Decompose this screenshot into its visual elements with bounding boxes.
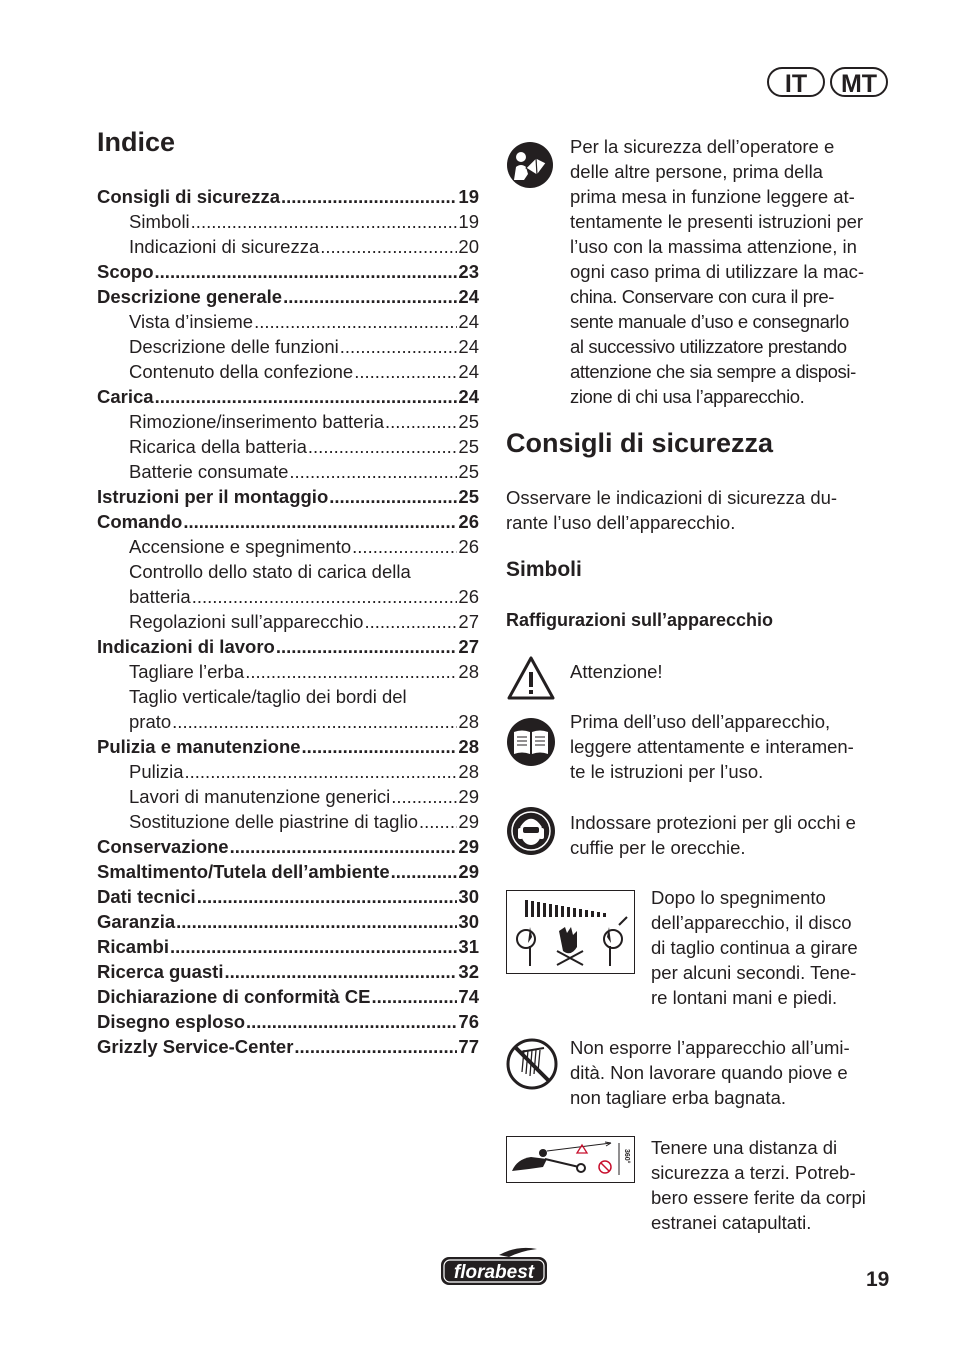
toc-leader-dots <box>185 759 458 784</box>
toc-entry <box>97 1034 479 1059</box>
toc-entry-page: 25 <box>458 436 479 457</box>
toc-entry-page: 29 <box>458 786 479 807</box>
toc-entry <box>97 309 479 334</box>
symbol-text-protection: Indossare protezioni per gli occhi e cuffie per le orecchie. <box>570 812 856 858</box>
toc-entry-page: 23 <box>458 261 479 282</box>
language-badge-mt: MT <box>830 67 888 97</box>
toc-entry <box>97 484 479 509</box>
toc-entry-label: Simboli <box>129 211 190 232</box>
toc-entry <box>97 509 479 534</box>
toc-entry-label: Garanzia <box>97 911 176 932</box>
toc-entry <box>97 684 479 709</box>
toc-entry-page: 24 <box>458 311 479 332</box>
toc-entry <box>97 184 479 209</box>
toc-leader-dots <box>283 284 457 309</box>
toc-leader-dots <box>230 834 458 859</box>
language-badge-it: IT <box>767 67 825 97</box>
toc-leader-dots <box>419 809 457 834</box>
toc-entry <box>97 334 479 359</box>
toc-entry-label: Tagliare l’erba <box>129 661 245 682</box>
toc-leader-dots <box>155 259 458 284</box>
toc-leader-dots <box>329 484 457 509</box>
toc-entry-label: Pulizia e manutenzione <box>97 736 301 757</box>
toc-entry-label: Disegno esploso <box>97 1011 246 1032</box>
safety-distance-icon <box>506 1136 635 1183</box>
toc-entry-page: 26 <box>458 511 479 532</box>
symbol-text-warning: Attenzione! <box>570 661 663 682</box>
toc-leader-dots <box>340 334 458 359</box>
toc-entry-page: 28 <box>458 711 479 732</box>
toc-entry-label: Conservazione <box>97 836 229 857</box>
toc-entry-page: 28 <box>458 661 479 682</box>
toc-entry-page: 25 <box>458 411 479 432</box>
toc-entry-label: Descrizione generale <box>97 286 283 307</box>
toc-leader-dots <box>385 409 457 434</box>
toc-entry <box>97 1009 479 1034</box>
symbol-text-manual: Prima dell’uso dell’apparecchio, leggere attentamente e interamen- te le istruzioni per l’uso. <box>570 711 854 782</box>
toc-leader-dots <box>354 359 457 384</box>
toc-entry-page: 24 <box>458 386 479 407</box>
toc-entry-page: 28 <box>458 736 479 757</box>
toc-entry-label: Pulizia <box>129 761 184 782</box>
toc-entry-page: 76 <box>458 1011 479 1032</box>
toc-leader-dots <box>352 534 457 559</box>
intro-paragraph: Per la sicurezza dell’operatore e delle altre persone, prima della prima mesa in funzione leggere at- tentamente le presenti istruzioni per l’uso con la massima attenzione, in ogni caso prima di utilizzare la mac- china. Conservare con cura il pre- sente manuale d’uso e consegnarlo al successivo utilizzatore prestando attenzione che sia sempre a disposi- zione di chi usa l’apparecchio. <box>570 136 865 407</box>
toc-entry <box>97 934 479 959</box>
toc-leader-dots <box>170 934 457 959</box>
warning-triangle-icon <box>506 655 556 701</box>
toc-entry <box>97 809 479 834</box>
toc-leader-dots <box>391 859 458 884</box>
toc-entry <box>97 884 479 909</box>
toc-entry-label: Dati tecnici <box>97 886 196 907</box>
toc-entry <box>97 534 479 559</box>
toc-entry <box>97 859 479 884</box>
symbol-text-rain: Non esporre l’apparecchio all’umi- dità. Non lavorare quando piove e non tagliare erba bagnata. <box>570 1037 850 1108</box>
toc-entry-page: 31 <box>458 936 479 957</box>
toc-entry-page: 30 <box>458 886 479 907</box>
toc-leader-dots <box>246 1009 457 1034</box>
toc-entry-label: Indicazioni di lavoro <box>97 636 275 657</box>
toc-leader-dots <box>224 959 457 984</box>
toc-entry-label: Vista d’insieme <box>129 311 254 332</box>
toc-entry <box>97 784 479 809</box>
toc-entry <box>97 259 479 284</box>
brand-name: florabest <box>453 1262 535 1283</box>
toc-entry-page: 74 <box>458 986 479 1007</box>
toc-entry-label: Consigli di sicurezza <box>97 186 280 207</box>
toc-leader-dots <box>281 184 457 209</box>
toc-entry-label: Smaltimento/Tutela dell’ambiente <box>97 861 390 882</box>
toc-entry-page: 29 <box>458 861 479 882</box>
section-body: Osservare le indicazioni di sicurezza du- rante l’uso dell’apparecchio. <box>506 487 838 533</box>
toc-entry-label: Ricarica della batteria <box>129 436 307 457</box>
toc-entry-page: 20 <box>458 236 479 257</box>
toc-leader-dots <box>192 584 458 609</box>
toc-leader-dots <box>276 634 458 659</box>
device-markings-subtitle: Raffigurazioni sull’apparecchio <box>506 610 774 630</box>
toc-leader-dots <box>155 384 458 409</box>
toc-entry <box>97 634 479 659</box>
toc-entry-page: 32 <box>458 961 479 982</box>
toc-leader-dots <box>302 734 458 759</box>
symbols-subtitle: Simboli <box>506 558 582 581</box>
toc-entry <box>97 559 479 584</box>
page-number: 19 <box>866 1268 890 1291</box>
toc-entry <box>97 359 479 384</box>
toc-leader-dots <box>254 309 457 334</box>
toc-entry-label: Contenuto della confezione <box>129 361 354 382</box>
toc-entry-label: Dichiarazione di conformità CE <box>97 986 371 1007</box>
toc-entry-page: 29 <box>458 811 479 832</box>
toc-entry-label: Ricambi <box>97 936 169 957</box>
toc-entry <box>97 234 479 259</box>
toc-entry-label: Controllo dello stato di carica della <box>129 561 411 582</box>
toc-entry-label: prato <box>129 711 172 732</box>
toc-leader-dots <box>371 984 457 1009</box>
toc-entry <box>97 384 479 409</box>
toc-leader-dots <box>308 434 458 459</box>
toc-entry <box>97 209 479 234</box>
toc-leader-dots <box>176 909 457 934</box>
toc-entry <box>97 459 479 484</box>
toc-entry-page: 26 <box>458 536 479 557</box>
toc-leader-dots <box>172 709 457 734</box>
symbol-text-distance: Tenere una distanza di sicurezza a terzi. Potreb- bero essere ferite da corpi estranei catapultati. <box>651 1137 866 1233</box>
toc-entry-page: 19 <box>458 211 479 232</box>
toc-entry <box>97 959 479 984</box>
toc-entry-label: batteria <box>129 586 191 607</box>
toc-leader-dots <box>183 509 457 534</box>
eye-ear-protection-icon <box>506 806 556 856</box>
toc-title: Indice <box>97 127 176 157</box>
toc-leader-dots <box>191 209 458 234</box>
disc-rotation-warning-icon <box>506 890 635 974</box>
safety-distance-label: 360° <box>623 1149 630 1164</box>
toc-entry-label: Accensione e spegnimento <box>129 536 352 557</box>
toc-leader-dots <box>294 1034 457 1059</box>
toc-entry-label: Istruzioni per il montaggio <box>97 486 329 507</box>
toc-entry-page: 24 <box>458 286 479 307</box>
toc-entry-label: Scopo <box>97 261 154 282</box>
toc-entry-label: Regolazioni sull’apparecchio <box>129 611 364 632</box>
toc-leader-dots <box>320 234 457 259</box>
table-of-contents <box>97 184 479 1059</box>
toc-entry-label: Ricerca guasti <box>97 961 224 982</box>
toc-entry-label: Lavori di manutenzione generici <box>129 786 391 807</box>
no-rain-icon <box>506 1038 558 1090</box>
toc-entry-page: 77 <box>458 1036 479 1057</box>
toc-entry <box>97 759 479 784</box>
toc-entry <box>97 284 479 309</box>
toc-entry <box>97 659 479 684</box>
section-title: Consigli di sicurezza <box>506 428 774 458</box>
toc-entry <box>97 434 479 459</box>
toc-entry-label: Batterie consumate <box>129 461 289 482</box>
toc-entry-page: 30 <box>458 911 479 932</box>
toc-entry <box>97 909 479 934</box>
toc-entry-page: 24 <box>458 361 479 382</box>
toc-entry-page: 28 <box>458 761 479 782</box>
toc-entry-page: 27 <box>458 611 479 632</box>
toc-entry-page: 29 <box>458 836 479 857</box>
toc-entry-label: Indicazioni di sicurezza <box>129 236 320 257</box>
toc-leader-dots <box>289 459 457 484</box>
toc-entry-label: Descrizione delle funzioni <box>129 336 339 357</box>
toc-entry-page: 19 <box>458 186 479 207</box>
toc-entry-label: Grizzly Service-Center <box>97 1036 294 1057</box>
toc-leader-dots <box>391 784 457 809</box>
toc-entry-label: Rimozione/inserimento batteria <box>129 411 385 432</box>
toc-entry-label: Sostituzione delle piastrine di taglio <box>129 811 418 832</box>
toc-entry-page: 25 <box>458 486 479 507</box>
toc-leader-dots <box>364 609 457 634</box>
toc-entry-label: Carica <box>97 386 154 407</box>
toc-entry-page: 26 <box>458 586 479 607</box>
toc-entry <box>97 834 479 859</box>
toc-entry-label: Comando <box>97 511 183 532</box>
toc-entry <box>97 409 479 434</box>
toc-entry <box>97 734 479 759</box>
toc-entry <box>97 709 479 734</box>
read-manual-icon <box>506 140 554 190</box>
toc-entry-page: 24 <box>458 336 479 357</box>
open-book-icon <box>506 717 556 767</box>
toc-entry-page: 27 <box>458 636 479 657</box>
florabest-logo <box>437 1245 551 1289</box>
toc-entry <box>97 609 479 634</box>
toc-leader-dots <box>197 884 458 909</box>
toc-entry <box>97 984 479 1009</box>
toc-leader-dots <box>245 659 457 684</box>
toc-entry-page: 25 <box>458 461 479 482</box>
symbol-text-disc: Dopo lo spegnimento dell’apparecchio, il disco di taglio continua a girare per alcuni secondi. Tene- re lontani mani e piedi. <box>651 887 858 1008</box>
toc-entry-label: Taglio verticale/taglio dei bordi del <box>129 686 407 707</box>
toc-entry <box>97 584 479 609</box>
